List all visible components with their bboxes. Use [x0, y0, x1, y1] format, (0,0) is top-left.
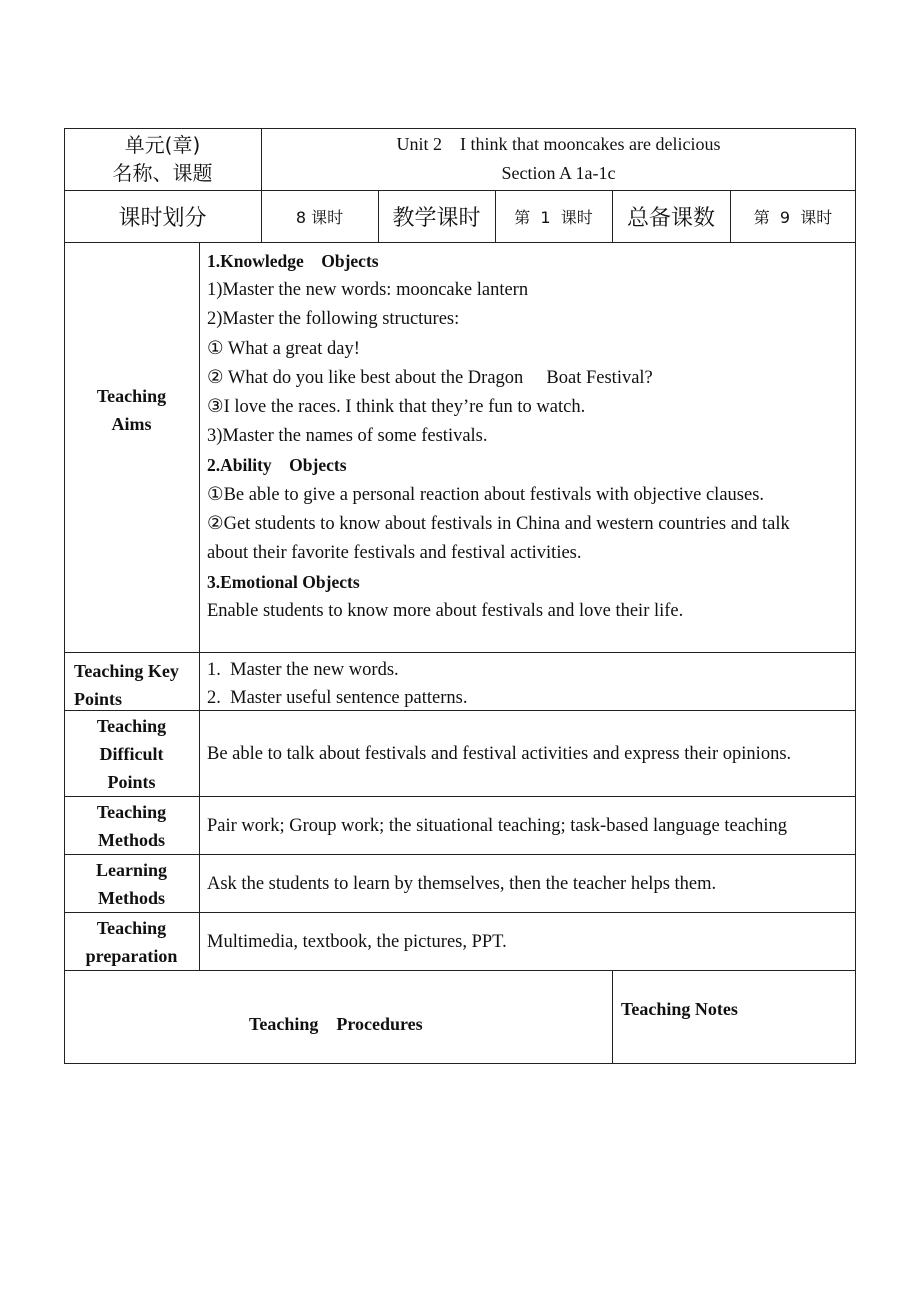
aims-line: ① What a great day! [207, 338, 360, 359]
difficult-label-line3: Points [107, 772, 156, 792]
key-points-content [207, 656, 847, 712]
difficult-label-line2: Difficult [99, 744, 164, 764]
key-points-label-line2: Points [74, 689, 123, 709]
period-division-label: 课时划分 [118, 205, 207, 231]
unit-label-line1: 单元(章) [124, 133, 201, 157]
aims-content [207, 247, 852, 627]
aims-line: ② What do you like best about the Dragon Boat Festival? [207, 367, 653, 388]
aims-section-heading: 1.Knowledge Objects [207, 251, 379, 271]
unit-label-cell [64, 128, 261, 190]
difficult-points-content: Be able to talk about festivals and festival activities and express their opinions. [207, 744, 792, 764]
preparation-label [64, 914, 199, 970]
row-divider [64, 652, 856, 653]
row-divider [64, 912, 856, 913]
teaching-methods-label-line2: Methods [98, 830, 165, 850]
row-divider [64, 796, 856, 797]
unit-title-cell [261, 128, 856, 190]
key-point-item: 2. Master useful sentence patterns. [207, 688, 468, 708]
row-divider [64, 242, 856, 243]
preparation-label-line1: Teaching [96, 918, 167, 938]
row-divider [64, 854, 856, 855]
teaching-notes-label: Teaching Notes [621, 999, 738, 1019]
teaching-methods-label [64, 798, 199, 854]
teaching-period-value: 第 1 课时 [514, 207, 593, 227]
section-title: Section A 1a-1c [501, 163, 616, 183]
aims-line: 2)Master the following structures: [207, 309, 460, 330]
key-points-label-line1: Teaching Key [74, 661, 179, 681]
aims-line: ③I love the races. I think that they’re fun to watch. [207, 397, 586, 418]
column-divider [612, 970, 613, 1064]
aims-section-heading: 3.Emotional Objects [207, 572, 360, 593]
preparation-label-line2: preparation [85, 946, 178, 966]
teaching-methods-label-line1: Teaching [96, 802, 167, 822]
aims-label-line1: Teaching [96, 386, 167, 406]
aims-line: 3)Master the names of some festivals. [207, 426, 488, 447]
learning-methods-content: Ask the students to learn by themselves, then the teacher helps them. [207, 874, 717, 894]
aims-line: ①Be able to give a personal reaction about festivals with objective clauses. [207, 484, 765, 505]
difficult-points-label [64, 712, 199, 796]
column-divider [199, 242, 200, 970]
aims-section-heading: 2.Ability Objects [207, 455, 347, 476]
difficult-label-line1: Teaching [96, 716, 167, 736]
key-points-label [74, 657, 199, 713]
learning-methods-label-line1: Learning [95, 860, 167, 880]
key-point-item: 1. Master the new words. [207, 660, 399, 680]
aims-line: about their favorite festivals and festival activities. [207, 543, 582, 564]
unit-label-line2: 名称、课题 [112, 161, 213, 185]
learning-methods-label [64, 856, 199, 912]
procedures-label: Teaching Procedures [249, 1014, 423, 1034]
aims-line: ②Get students to know about festivals in China and western countries and talk [207, 513, 790, 534]
teaching-period-label: 教学课时 [392, 205, 481, 231]
period-division-value: 8 课时 [295, 207, 344, 227]
teaching-methods-content: Pair work; Group work; the situational teaching; task-based language teaching [207, 816, 788, 836]
aims-label [64, 380, 199, 440]
total-prep-label: 总备课数 [626, 205, 715, 231]
unit-title: Unit 2 I think that mooncakes are delicious [396, 134, 721, 154]
row-divider [64, 970, 856, 971]
preparation-content: Multimedia, textbook, the pictures, PPT. [207, 932, 507, 952]
learning-methods-label-line2: Methods [98, 888, 165, 908]
total-prep-value: 第 9 课时 [753, 207, 833, 227]
aims-label-line2: Aims [111, 414, 152, 434]
aims-line: Enable students to know more about festivals and love their life. [207, 601, 684, 622]
aims-line: 1)Master the new words: mooncake lantern [207, 280, 529, 301]
